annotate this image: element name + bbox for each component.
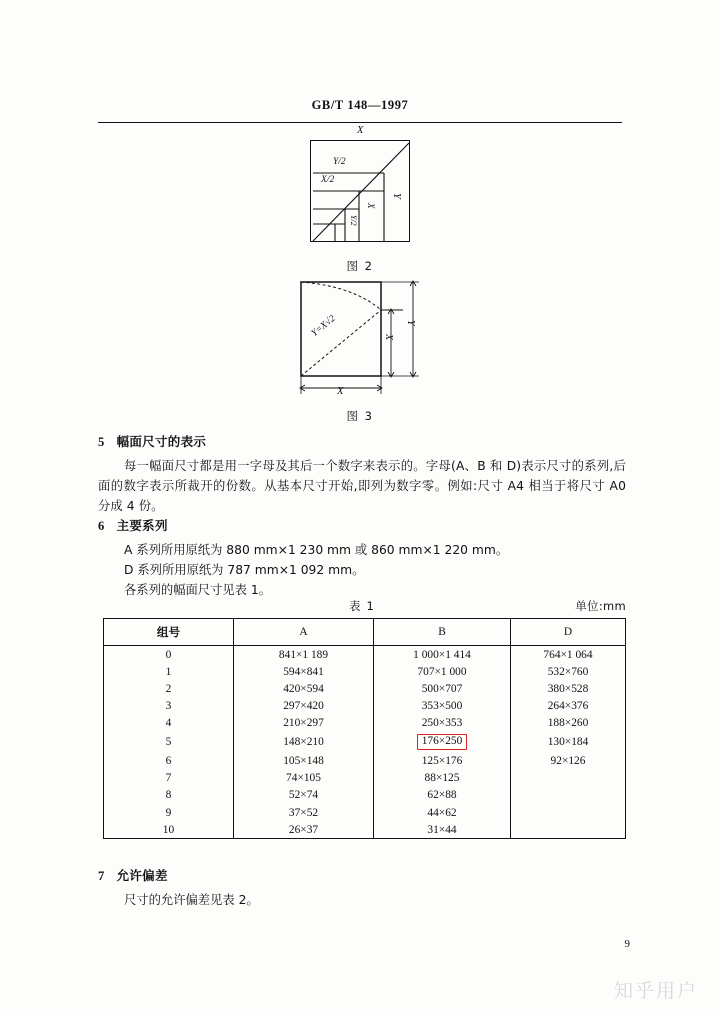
- cell-b: 62×88: [374, 787, 511, 804]
- cell-b: 500×707: [374, 680, 511, 697]
- cell-b: 353×500: [374, 697, 511, 714]
- cell-group: 5: [104, 731, 234, 752]
- highlight-box: 176×250: [417, 734, 468, 750]
- table-row: [104, 680, 626, 697]
- table-1-caption-row: [98, 598, 626, 618]
- section-6-heading: [98, 516, 626, 534]
- section-7-heading: [98, 866, 626, 884]
- cell-d: 188×260: [511, 714, 626, 731]
- figure-2-label-top: X: [357, 125, 364, 136]
- section-7-number: 7: [98, 869, 105, 883]
- table-row: [104, 753, 626, 770]
- cell-d: 92×126: [511, 753, 626, 770]
- section-7-title: 允许偏差: [116, 868, 168, 883]
- cell-d: 264×376: [511, 697, 626, 714]
- table-row: [104, 697, 626, 714]
- watermark: 知乎用户: [613, 980, 698, 1002]
- figure-2-label-inner2: X/2: [321, 175, 335, 185]
- cell-group: 3: [104, 697, 234, 714]
- cell-group: 7: [104, 770, 234, 787]
- cell-a: 210×297: [234, 714, 374, 731]
- figure-2-drawing: [310, 125, 410, 242]
- cell-a: 37×52: [234, 804, 374, 821]
- table-row: [104, 714, 626, 731]
- column-header-d: D: [511, 619, 626, 646]
- figure-3-label-bottom: X: [337, 386, 344, 397]
- section-6-line-2: D 系列所用原纸为 787 mm×1 092 mm。: [124, 562, 365, 577]
- figure-2: [0, 125, 720, 274]
- cell-b: 250×353: [374, 714, 511, 731]
- cell-a: 74×105: [234, 770, 374, 787]
- cell-group: 9: [104, 804, 234, 821]
- cell-group: 6: [104, 753, 234, 770]
- cell-b: 125×176: [374, 753, 511, 770]
- section-5: [98, 432, 626, 517]
- cell-a: 26×37: [234, 821, 374, 839]
- figure-3-caption: 图 3: [346, 409, 374, 423]
- section-6: [98, 516, 626, 601]
- figure-2-label-inner4: Y/2: [349, 215, 358, 226]
- page-number: 9: [624, 938, 630, 950]
- cell-a: 148×210: [234, 731, 374, 752]
- cell-a: 841×1 189: [234, 646, 374, 664]
- cell-a: 297×420: [234, 697, 374, 714]
- section-5-heading: [98, 432, 626, 450]
- cell-d: 380×528: [511, 680, 626, 697]
- table-row: [104, 646, 626, 664]
- header-rule: [98, 122, 622, 123]
- figure-3-drawing: [295, 278, 425, 396]
- figure-3-label-right-outer: Y: [405, 320, 416, 326]
- cell-a: 594×841: [234, 663, 374, 680]
- table-1-title: 表 1: [348, 599, 376, 613]
- table-header-row: [104, 619, 626, 646]
- section-6-number: 6: [98, 519, 105, 533]
- cell-d: [511, 770, 626, 787]
- section-6-line-3: 各系列的幅面尺寸见表 1。: [124, 582, 271, 597]
- table-row: [104, 731, 626, 752]
- cell-group: 4: [104, 714, 234, 731]
- section-5-title: 幅面尺寸的表示: [116, 434, 207, 449]
- cell-d: [511, 804, 626, 821]
- cell-group: 10: [104, 821, 234, 839]
- cell-d: [511, 821, 626, 839]
- cell-group: 1: [104, 663, 234, 680]
- section-7: [98, 866, 626, 911]
- table-1-unit: 单位:mm: [575, 599, 626, 613]
- table-body: [104, 646, 626, 839]
- section-6-title: 主要系列: [116, 518, 168, 533]
- cell-group: 0: [104, 646, 234, 664]
- figure-2-label-inner1: Y/2: [333, 157, 346, 167]
- cell-b: 707×1 000: [374, 663, 511, 680]
- cell-b: 88×125: [374, 770, 511, 787]
- cell-a: 52×74: [234, 787, 374, 804]
- section-6-line-1: A 系列所用原纸为 880 mm×1 230 mm 或 860 mm×1 220 mm。: [124, 543, 509, 557]
- table-row: [104, 821, 626, 839]
- cell-a: 105×148: [234, 753, 374, 770]
- figure-2-caption: 图 2: [346, 259, 374, 273]
- column-header-group: 组号: [104, 619, 234, 646]
- table-1: [103, 618, 626, 839]
- figure-2-label-inner3: X: [366, 203, 376, 209]
- cell-b: 1 000×1 414: [374, 646, 511, 664]
- document-number: GB/T 148—1997: [311, 98, 409, 112]
- section-5-paragraph: 每一幅面尺寸都是用一字母及其后一个数字来表示的。字母(A、B 和 D)表示尺寸的系列,后面的数字表示所裁开的份数。从基本尺寸开始,即列为数字零。例如:尺寸 A4 相当于将尺寸 A0 分成 4 份。: [98, 459, 626, 513]
- cell-d: 764×1 064: [511, 646, 626, 664]
- cell-b-highlighted: [374, 731, 511, 752]
- figure-3-label-diagonal: Y=X√2: [309, 313, 338, 339]
- column-header-b: B: [374, 619, 511, 646]
- section-7-line-1: 尺寸的允许偏差见表 2。: [124, 893, 259, 907]
- page-header: [0, 98, 720, 128]
- cell-group: 2: [104, 680, 234, 697]
- table-row: [104, 663, 626, 680]
- figure-2-svg: [311, 141, 411, 243]
- cell-d: 532×760: [511, 663, 626, 680]
- cell-d: [511, 787, 626, 804]
- table-row: [104, 804, 626, 821]
- cell-a: 420×594: [234, 680, 374, 697]
- cell-b: 31×44: [374, 821, 511, 839]
- figure-3: [0, 278, 720, 424]
- table-row: [104, 787, 626, 804]
- cell-d: 130×184: [511, 731, 626, 752]
- section-5-number: 5: [98, 435, 105, 449]
- column-header-a: A: [234, 619, 374, 646]
- cell-group: 8: [104, 787, 234, 804]
- table-row: [104, 770, 626, 787]
- figure-3-label-right-inner: X: [383, 334, 394, 341]
- table-1-area: [98, 598, 626, 839]
- cell-b: 44×62: [374, 804, 511, 821]
- figure-2-label-right: Y: [391, 193, 402, 199]
